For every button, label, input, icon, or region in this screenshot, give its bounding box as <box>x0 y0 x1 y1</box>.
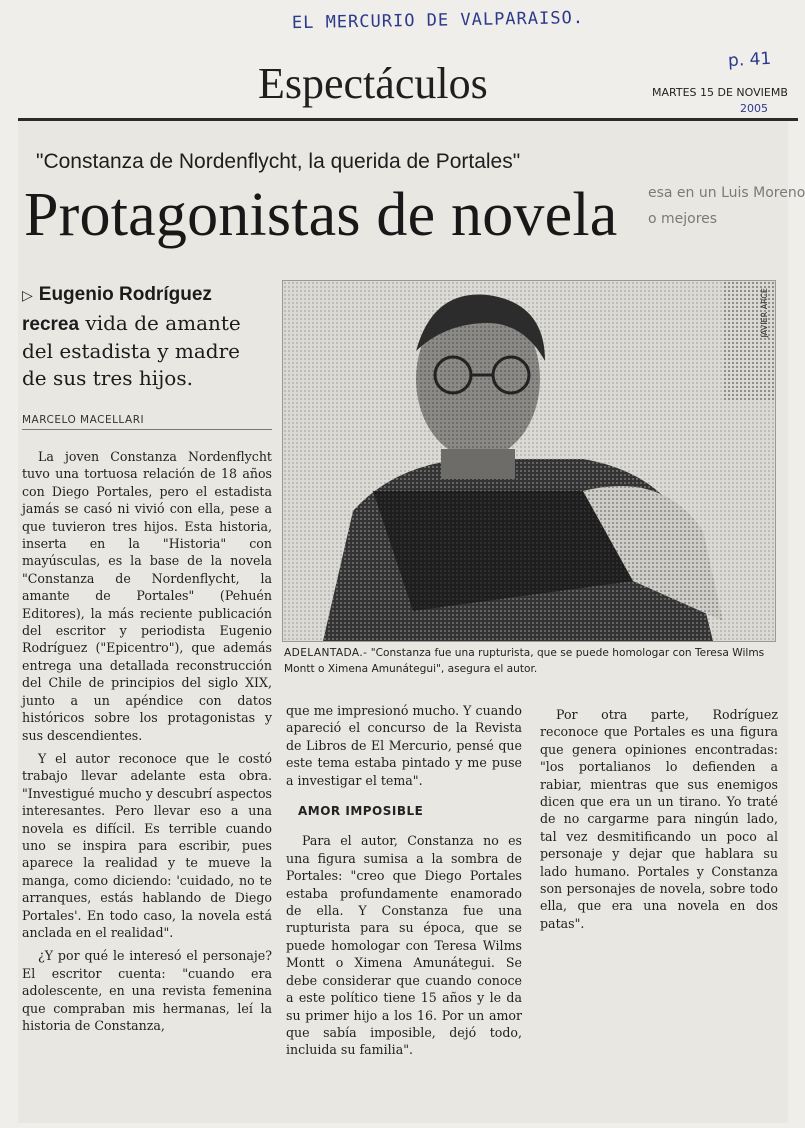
article-subtitle: "Constanza de Nordenflycht, la querida de Portales" <box>36 150 521 173</box>
photo-caption <box>284 645 774 677</box>
deck-bold: Eugenio Rodríguez recrea <box>22 284 212 335</box>
byline: MARCELO MACELLARI <box>22 414 272 430</box>
handwritten-year: 2005 <box>740 102 768 115</box>
neighbor-line: esa en un Luis Moreno <box>648 185 805 201</box>
body-paragraph: La joven Constanza Nordenflycht tuvo una tortuosa relación de 18 años con Diego Portales, pero el estadista jamás se casó ni vivió con ella, pese a que tuvieron tres hijos. Esta historia, inserta en la "Historia" con mayúsculas, es la base de la novela "Constanza de Nordenflycht, la amante de Portales" (Pehuén Editores), la más reciente publicación del escritor y periodista Eugenio Rodríguez ("Epicentro"), que además entrega una detallada reconstrucción del Chile de principios del siglo XIX, junto a un apéndice con datos históricos sobre los protagonistas y sus descendientes. <box>22 449 272 743</box>
author-photo <box>282 280 776 642</box>
handwritten-source-note: EL MERCURIO DE VALPARAISO. <box>291 8 585 34</box>
body-paragraph: ¿Y por qué le interesó el personaje? El escritor cuenta: "cuando era adolescente, en una revista femenina que compraban mis hermanas, leí la historia de Constanza, <box>22 948 272 1033</box>
body-paragraph: que me impresionó mucho. Y cuando apareció el concurso de la Revista de Libros de El Mercurio, pensé que este tema estaba pintado y me puse a investigar el tema". <box>286 703 522 788</box>
body-paragraph: Para el autor, Constanza no es una figura sumisa a la sombra de Portales: "creo que Diego Portales estaba profundamente enamorado de ella. Y Constanza fue una rupturista para su época, que se puede homologar con Teresa Wilms Montt o Ximena Amunátegui. Se debe considerar que cuando conoce a este político tiene 15 años y le da su primer hijo a los 16. Por un amor que sabía imposible, dejó todo, incluida su familia". <box>286 833 522 1058</box>
dateline: MARTES 15 DE NOVIEMB <box>652 86 788 99</box>
neighbor-article-fragment <box>648 180 805 260</box>
body-paragraph: Por otra parte, Rodríguez reconoce que Portales es una figura que genera opiniones encontradas: "los portalianos lo defienden a rabiar, mientras que sus enemigos dicen que era un un tirano. Yo traté de no cargarme para ningún lado, tal vez desmitificando un poco al personaje y dejar que hablara su lado humano. Portales y Constanza son personajes de novela, sobre todo ella, que era una novela en dos patas". <box>540 707 778 931</box>
subhead: AMOR IMPOSIBLE <box>298 804 424 819</box>
author-photo-graphic <box>283 281 775 641</box>
caption-lead: ADELANTADA.- <box>284 647 368 659</box>
photo-credit: JAVIER ARCE <box>760 288 769 338</box>
body-paragraph: Y el autor reconoce que le costó trabajo llevar adelante esta obra. "Investigué mucho y descubrí aspectos interesantes. Pero llevar eso a una novela es difícil. Es terrible cuando uno se inspira para escribir, pues aparece la realidad y te mueve la manga, como diciendo: 'cuidado, no te arranques, estás hablando de Diego Portales'. En todo caso, la novela está anclada en el realidad". <box>22 750 272 940</box>
section-title: Espectáculos <box>258 59 488 108</box>
header-rule <box>18 118 798 121</box>
deck-rest: vida de amante del estadista y madre de sus tres hijos. <box>22 311 241 390</box>
caption-text: "Constanza fue una rupturista, que se puede homologar con Teresa Wilms Montt o Ximena Amunátegui", asegura el autor. <box>284 647 765 675</box>
article-headline: Protagonistas de novela <box>24 181 618 249</box>
article-deck <box>22 280 270 392</box>
body-column-1 <box>22 448 272 1118</box>
body-column-3 <box>540 706 778 946</box>
neighbor-line: o mejores <box>648 211 718 227</box>
body-column-2 <box>286 702 522 1102</box>
handwritten-page-number: p. 41 <box>727 48 772 72</box>
arrow-bullet-icon: ▷ <box>22 288 33 304</box>
